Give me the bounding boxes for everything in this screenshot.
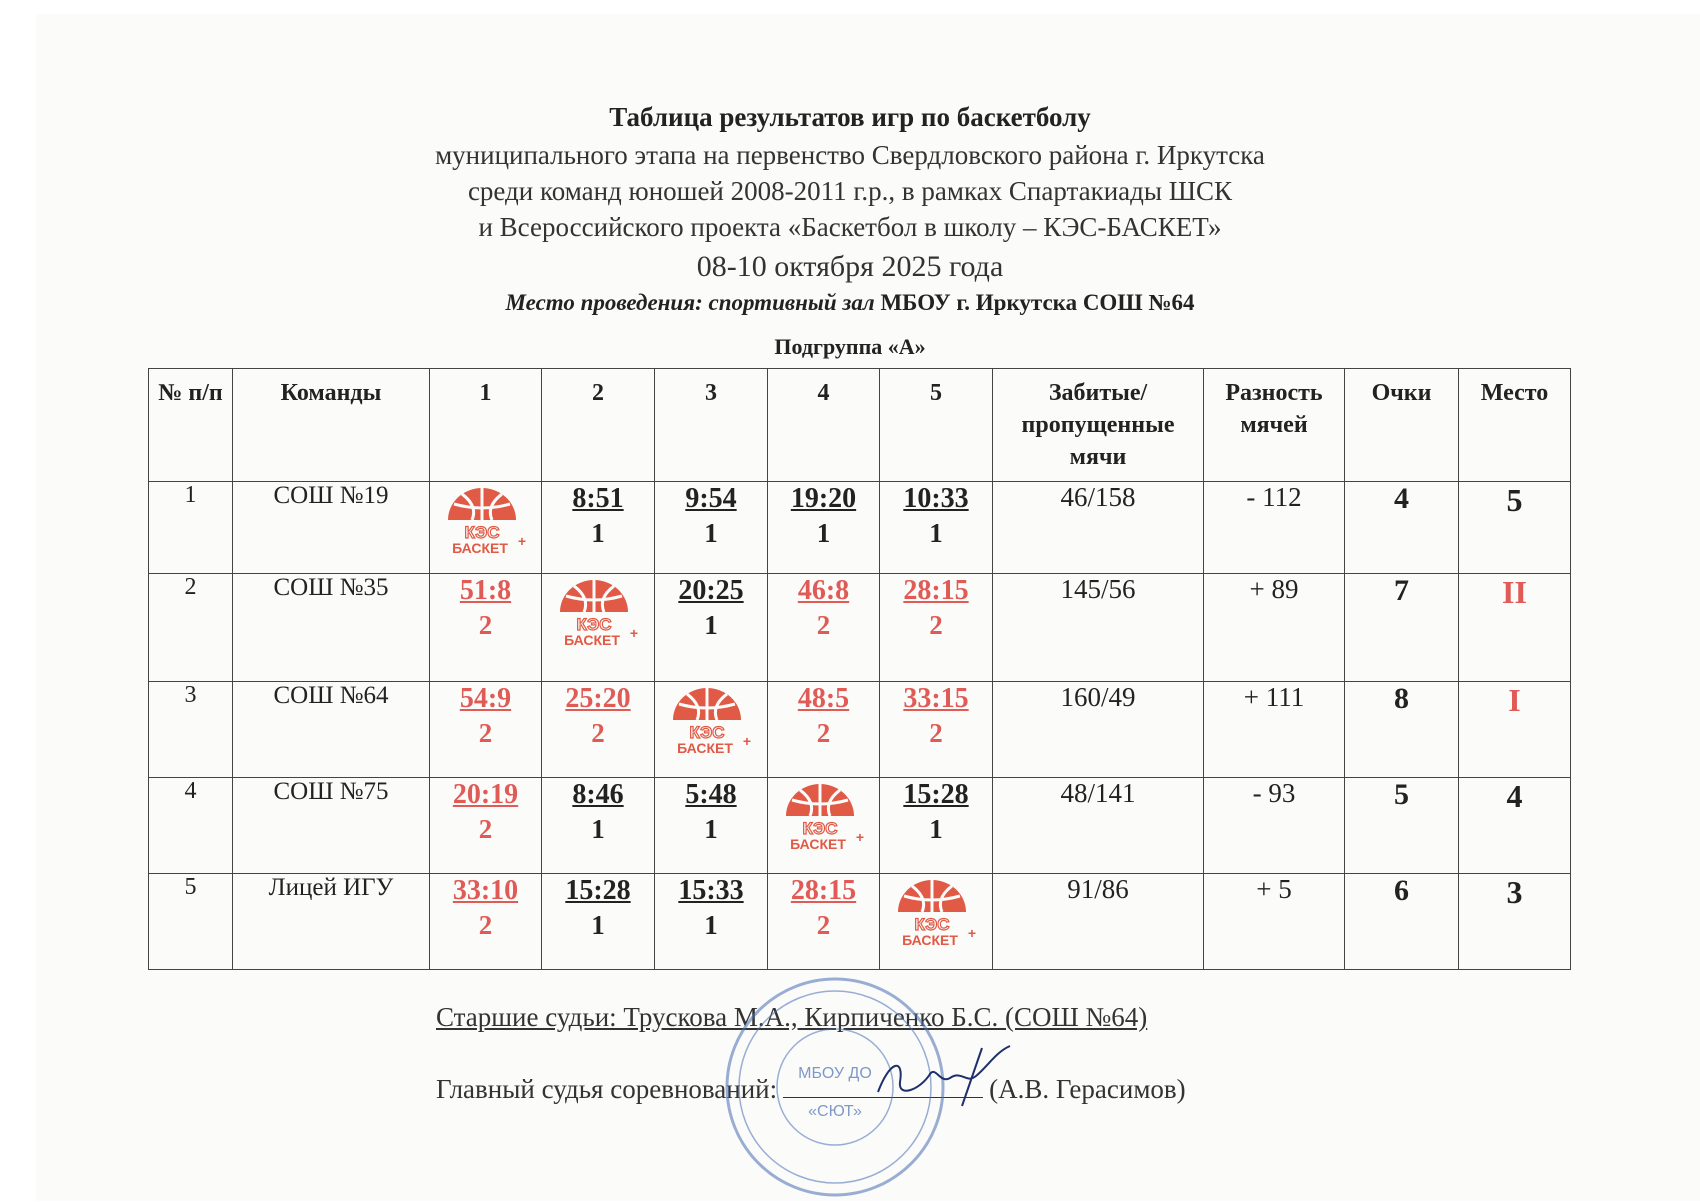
game-cell	[655, 778, 768, 874]
table-row	[149, 778, 1571, 874]
kes-basket-logo	[554, 578, 642, 650]
row-number: 5	[149, 874, 233, 970]
document-title: Таблица результатов игр по баскетболу	[609, 102, 1091, 132]
points-total: 8	[1345, 682, 1459, 778]
team-name: Лицей ИГУ	[233, 874, 430, 970]
self-cell	[542, 574, 655, 682]
game-cell	[542, 682, 655, 778]
col-place-header: Место	[1459, 369, 1571, 482]
table-row	[149, 482, 1571, 574]
col-3-header: 3	[655, 369, 768, 482]
game-score: 10:33	[903, 483, 969, 514]
game-score: 19:20	[790, 483, 857, 514]
table-row	[149, 682, 1571, 778]
game-cell	[880, 574, 993, 682]
game-cell	[542, 874, 655, 970]
col-5-header: 5	[880, 369, 993, 482]
event-dates: 08-10 октября 2025 года	[696, 250, 1004, 283]
table-row	[149, 874, 1571, 970]
team-name: СОШ №64	[233, 682, 430, 778]
game-score: 28:15	[903, 575, 969, 606]
logo-text-top: КЭС	[802, 819, 837, 838]
game-score: 20:25	[678, 575, 744, 606]
game-points: 2	[816, 718, 831, 748]
game-cell	[880, 778, 993, 874]
venue-label: Место проведения: спортивный зал	[505, 290, 875, 315]
logo-text-top: КЭС	[914, 915, 950, 934]
goal-difference: + 89	[1204, 574, 1345, 682]
game-points: 1	[704, 910, 718, 940]
final-place: 5	[1459, 482, 1571, 574]
game-points: 2	[478, 814, 493, 844]
col-goals-header: Забитые/ пропущенные мячи	[993, 369, 1204, 482]
game-score: 33:15	[903, 683, 969, 714]
goal-difference: - 93	[1204, 778, 1345, 874]
col-4-header: 4	[768, 369, 880, 482]
points-total: 6	[1345, 874, 1459, 970]
game-cell	[880, 482, 993, 574]
team-name: СОШ №75	[233, 778, 430, 874]
col-diff-header: Разность мячей	[1204, 369, 1345, 482]
row-number: 2	[149, 574, 233, 682]
goals-ratio: 46/158	[993, 482, 1204, 574]
game-cell	[430, 874, 542, 970]
game-points: 1	[816, 518, 831, 548]
subgroup-title: Подгруппа «А»	[774, 334, 926, 359]
game-points: 2	[478, 718, 493, 748]
game-points: 1	[591, 814, 605, 844]
game-score: 25:20	[565, 683, 631, 714]
col-points-header: Очки	[1345, 369, 1459, 482]
game-score: 8:51	[572, 483, 624, 514]
venue-value: МБОУ г. Иркутска СОШ №64	[880, 290, 1195, 315]
game-score: 28:15	[790, 875, 857, 906]
game-points: 2	[478, 910, 493, 940]
kes-basket-logo	[442, 486, 530, 558]
game-cell	[768, 874, 880, 970]
game-score: 48:5	[797, 683, 850, 714]
game-score: 8:46	[572, 779, 624, 810]
results-table	[148, 368, 1571, 970]
chief-judge-label: Главный судья соревнований:	[436, 1074, 778, 1104]
venue	[0, 290, 1700, 316]
logo-text-bottom: БАСКЕТ	[902, 932, 958, 948]
game-score: 46:8	[797, 575, 850, 606]
game-score: 15:28	[565, 875, 631, 906]
game-score: 33:10	[452, 875, 519, 906]
kes-basket-logo	[667, 686, 755, 758]
self-cell	[655, 682, 768, 778]
final-place: II	[1459, 574, 1571, 682]
team-name: СОШ №19	[233, 482, 430, 574]
subtitle-line-2: среди команд юношей 2008-2011 г.р., в рамках Спартакиады ШСК	[467, 176, 1233, 206]
handwritten-signature	[870, 1040, 1020, 1110]
self-cell	[768, 778, 880, 874]
logo-plus: +	[629, 625, 639, 641]
game-points: 2	[929, 610, 943, 640]
game-score: 54:9	[459, 683, 512, 714]
stamp-bottom-text: «СЮТ»	[808, 1103, 862, 1120]
row-number: 1	[149, 482, 233, 574]
goals-ratio: 48/141	[993, 778, 1204, 874]
game-cell	[768, 574, 880, 682]
game-points: 1	[929, 518, 943, 548]
game-points: 1	[704, 814, 718, 844]
game-points: 2	[478, 610, 493, 640]
goals-ratio: 160/49	[993, 682, 1204, 778]
row-number: 4	[149, 778, 233, 874]
game-points: 2	[591, 718, 605, 748]
game-cell	[768, 482, 880, 574]
points-total: 5	[1345, 778, 1459, 874]
logo-text-bottom: БАСКЕТ	[451, 540, 508, 556]
game-score: 20:19	[452, 779, 519, 810]
goals-ratio: 91/86	[993, 874, 1204, 970]
logo-text-top: КЭС	[689, 723, 725, 742]
game-cell	[768, 682, 880, 778]
final-place: 3	[1459, 874, 1571, 970]
goals-ratio: 145/56	[993, 574, 1204, 682]
game-score: 5:48	[685, 779, 737, 810]
game-cell	[542, 778, 655, 874]
logo-text-bottom: БАСКЕТ	[677, 740, 733, 756]
logo-text-top: КЭС	[464, 523, 499, 542]
game-points: 1	[929, 814, 943, 844]
game-points: 1	[704, 610, 718, 640]
team-name: СОШ №35	[233, 574, 430, 682]
game-cell	[430, 778, 542, 874]
game-points: 2	[816, 610, 831, 640]
table-header-row	[149, 369, 1571, 482]
game-points: 1	[704, 518, 718, 548]
game-points: 1	[591, 910, 605, 940]
logo-plus: +	[855, 829, 864, 845]
points-total: 7	[1345, 574, 1459, 682]
stamp-center-text: МБОУ ДО	[798, 1065, 872, 1082]
game-cell	[430, 682, 542, 778]
logo-plus: +	[967, 925, 977, 941]
game-score: 15:33	[678, 875, 744, 906]
kes-basket-logo	[892, 878, 980, 950]
game-cell	[655, 482, 768, 574]
game-score: 51:8	[459, 575, 512, 606]
goal-difference: + 5	[1204, 874, 1345, 970]
game-points: 2	[816, 910, 831, 940]
col-2-header: 2	[542, 369, 655, 482]
table-row	[149, 574, 1571, 682]
logo-text-top: КЭС	[576, 615, 612, 634]
col-team-header: Команды	[233, 369, 430, 482]
game-cell	[655, 574, 768, 682]
chief-judge-name: (А.В. Герасимов)	[989, 1074, 1186, 1104]
points-total: 4	[1345, 482, 1459, 574]
game-cell	[880, 682, 993, 778]
game-points: 1	[591, 518, 605, 548]
game-score: 9:54	[685, 483, 737, 514]
col-num-header: № п/п	[149, 369, 233, 482]
self-cell	[430, 482, 542, 574]
game-cell	[655, 874, 768, 970]
final-place: 4	[1459, 778, 1571, 874]
row-number: 3	[149, 682, 233, 778]
senior-judges: Старшие судьи: Трускова М.А., Кирпиченко Б.С. (СОШ №64)	[436, 1002, 1148, 1032]
game-points: 2	[929, 718, 943, 748]
subtitle-line-3: и Всероссийского проекта «Баскетбол в школу – КЭС-БАСКЕТ»	[478, 212, 1222, 242]
kes-basket-logo	[780, 782, 868, 854]
logo-plus: +	[517, 533, 526, 549]
game-score: 15:28	[903, 779, 969, 810]
logo-plus: +	[742, 733, 752, 749]
final-place: I	[1459, 682, 1571, 778]
goal-difference: + 111	[1204, 682, 1345, 778]
col-1-header: 1	[430, 369, 542, 482]
game-cell	[542, 482, 655, 574]
logo-text-bottom: БАСКЕТ	[789, 836, 846, 852]
subtitle-line-1: муниципального этапа на первенство Свердловского района г. Иркутска	[435, 140, 1265, 170]
logo-text-bottom: БАСКЕТ	[564, 632, 620, 648]
goal-difference: - 112	[1204, 482, 1345, 574]
self-cell	[880, 874, 993, 970]
game-cell	[430, 574, 542, 682]
